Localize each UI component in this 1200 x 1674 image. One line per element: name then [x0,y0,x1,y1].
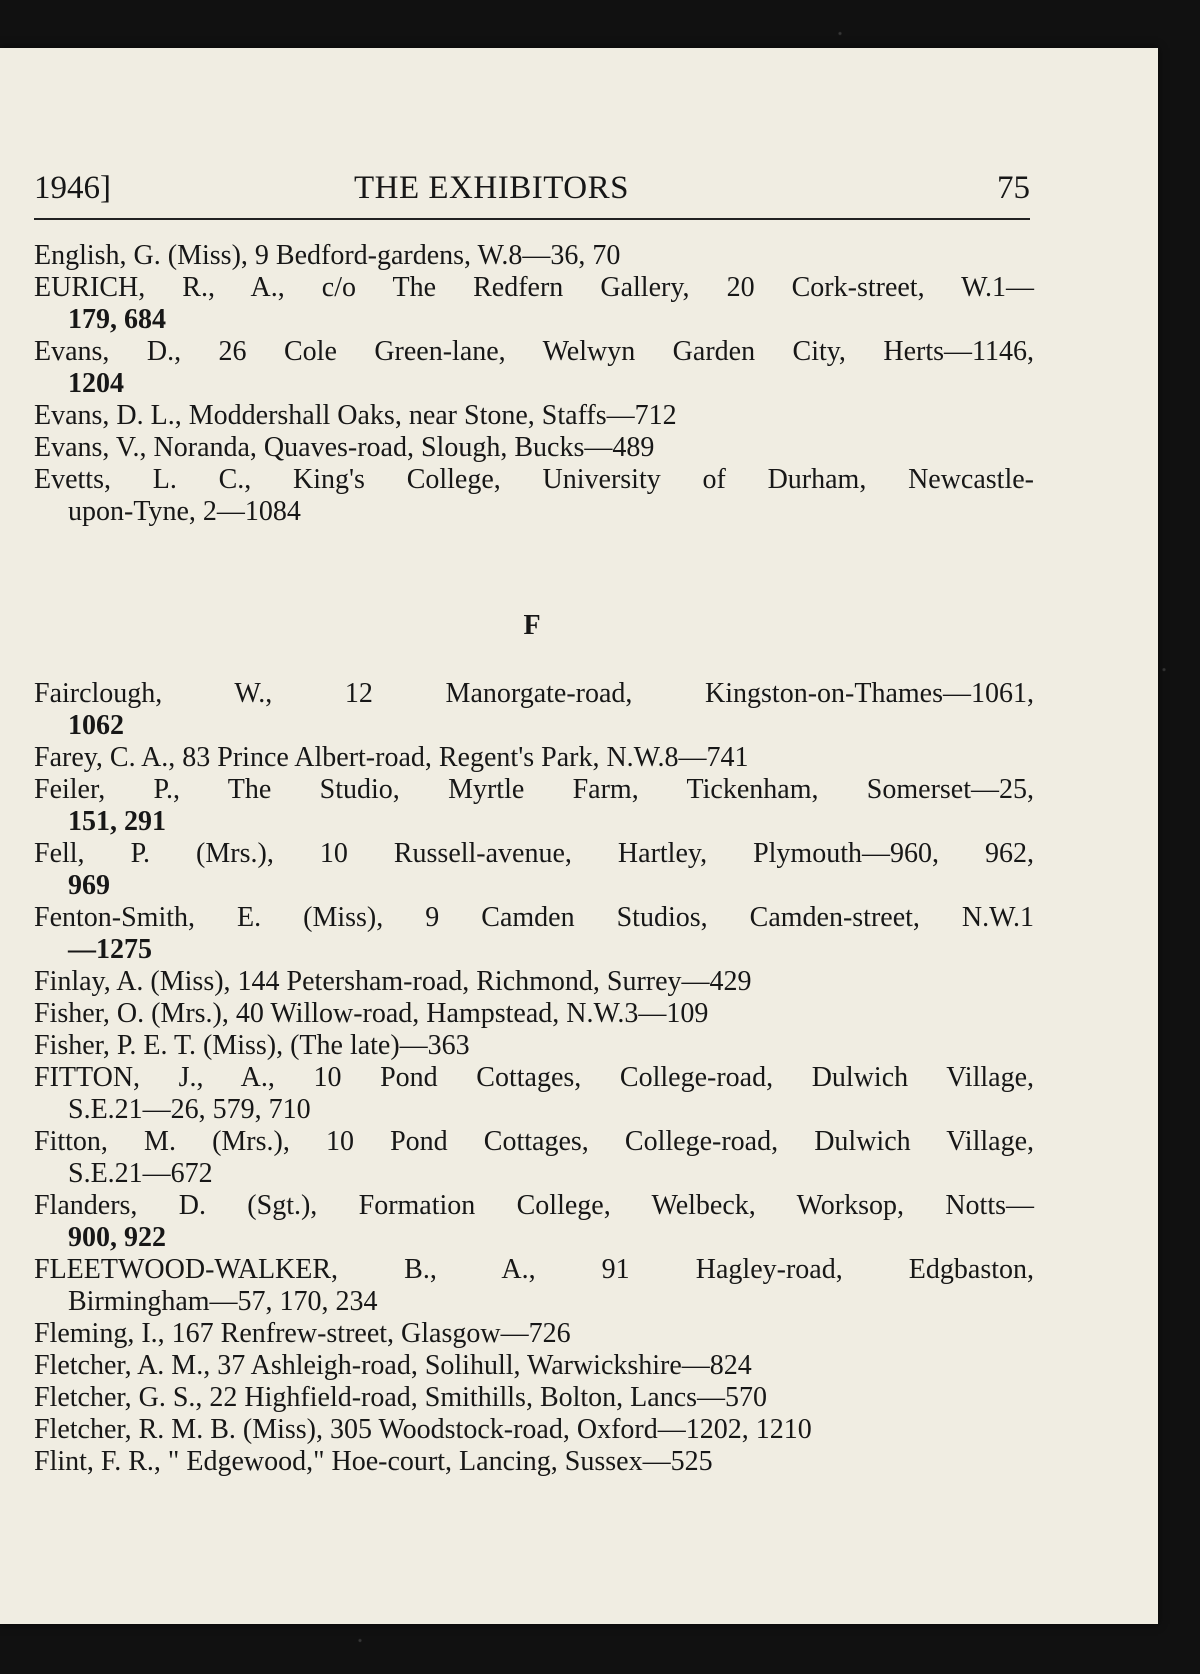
list-item [34,1254,1034,1318]
entry-line: Farey, C. A., 83 Prince Albert-road, Regent's Park, N.W.8—741 [34,742,749,773]
entry-line: Fisher, O. (Mrs.), 40 Willow-road, Hampstead, N.W.3—109 [34,998,709,1029]
list-item [34,1030,1034,1062]
list-item [34,1350,1034,1382]
list-item [34,774,1034,838]
entry-line: Evans, D., 26 Cole Green-lane, Welwyn Garden City, Herts—1146, [34,336,1034,367]
entry-line-continued: 1204 [68,368,124,399]
header-rule [34,218,1030,220]
entry-line: Fletcher, G. S., 22 Highfield-road, Smithills, Bolton, Lancs—570 [34,1382,768,1413]
list-item [34,1126,1034,1190]
list-item [34,400,1034,432]
entry-line: FITTON, J., A., 10 Pond Cottages, College-road, Dulwich Village, [34,1062,1034,1093]
book-page [0,48,1158,1624]
entry-line: Evans, D. L., Moddershall Oaks, near Stone, Staffs—712 [34,400,677,431]
list-item [34,1382,1034,1414]
entry-line: FLEETWOOD-WALKER, B., A., 91 Hagley-road, Edgbaston, [34,1254,1034,1285]
entry-line: Fell, P. (Mrs.), 10 Russell-avenue, Hartley, Plymouth—960, 962, [34,838,1034,869]
entry-line-continued: 969 [68,870,110,901]
header-year: 1946] [34,170,111,206]
list-item [34,464,1034,528]
list-item [34,336,1034,400]
list-item [34,966,1034,998]
entry-line: Fletcher, A. M., 37 Ashleigh-road, Solihull, Warwickshire—824 [34,1350,752,1381]
entry-line-continued: 1062 [68,710,124,741]
list-item [34,1446,1034,1478]
list-item [34,838,1034,902]
entry-line-continued: 179, 684 [68,304,166,335]
entry-line-continued: S.E.21—26, 579, 710 [68,1094,311,1125]
entry-line: Fenton-Smith, E. (Miss), 9 Camden Studios, Camden-street, N.W.1 [34,902,1034,933]
running-head [34,166,1030,210]
entry-line: Feiler, P., The Studio, Myrtle Farm, Tickenham, Somerset—25, [34,774,1034,805]
entry-line-continued: S.E.21—672 [68,1158,213,1189]
header-title: THE EXHIBITORS [354,170,629,206]
exhibitor-list [34,240,1034,1478]
entry-line: Fairclough, W., 12 Manorgate-road, Kingston-on-Thames—1061, [34,678,1034,709]
entry-line: Fisher, P. E. T. (Miss), (The late)—363 [34,1030,470,1061]
list-item [34,678,1034,742]
section-heading-f: F [523,610,541,641]
entry-line: Fitton, M. (Mrs.), 10 Pond Cottages, College-road, Dulwich Village, [34,1126,1034,1157]
list-item [34,1414,1034,1446]
list-item [34,1062,1034,1126]
entry-line: Flint, F. R., " Edgewood," Hoe-court, Lancing, Sussex—525 [34,1446,713,1477]
entry-line-continued: upon-Tyne, 2—1084 [68,496,301,527]
list-item [34,742,1034,774]
entry-line-continued: 151, 291 [68,806,166,837]
entry-line: Evetts, L. C., King's College, University of Durham, Newcastle- [34,464,1034,495]
entry-line: English, G. (Miss), 9 Bedford-gardens, W.8—36, 70 [34,240,621,271]
entry-line: EURICH, R., A., c/o The Redfern Gallery, 20 Cork-street, W.1— [34,272,1034,303]
entry-line-continued: —1275 [68,934,152,965]
list-item [34,902,1034,966]
list-item [34,998,1034,1030]
list-item [34,272,1034,336]
list-item [34,1190,1034,1254]
list-item [34,432,1034,464]
page-number: 75 [997,170,1030,206]
entry-line: Finlay, A. (Miss), 144 Petersham-road, Richmond, Surrey—429 [34,966,752,997]
entry-line: Flanders, D. (Sgt.), Formation College, Welbeck, Worksop, Notts— [34,1190,1034,1221]
entry-line-continued: 900, 922 [68,1222,166,1253]
entry-line: Evans, V., Noranda, Quaves-road, Slough, Bucks—489 [34,432,655,463]
entry-line: Fletcher, R. M. B. (Miss), 305 Woodstock-road, Oxford—1202, 1210 [34,1414,812,1445]
entry-line-continued: Birmingham—57, 170, 234 [68,1286,378,1317]
list-item [34,240,1034,272]
entry-line: Fleming, I., 167 Renfrew-street, Glasgow—726 [34,1318,571,1349]
list-item [34,1318,1034,1350]
